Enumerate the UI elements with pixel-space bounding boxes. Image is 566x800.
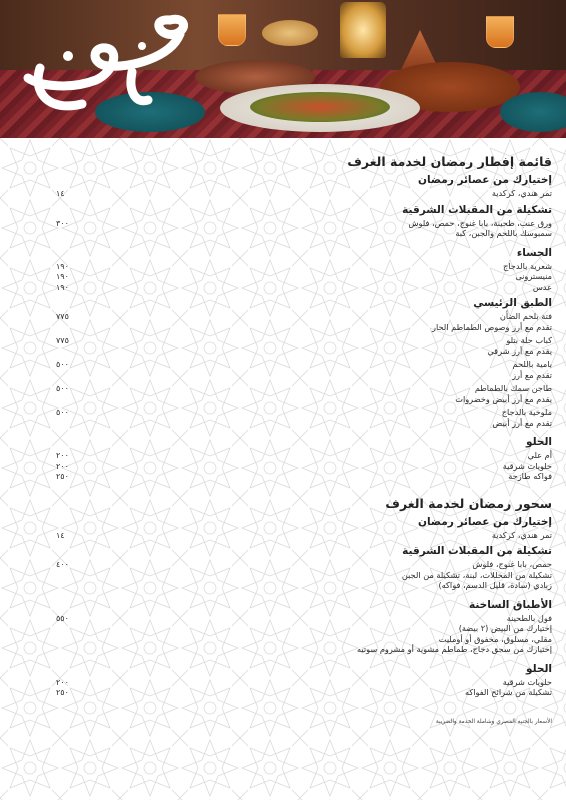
section-heading: إختيارك من عصائر رمضان: [418, 515, 552, 528]
menu-item-name: كباب حلة بتلو: [506, 335, 552, 345]
menu-item-name: بامية باللحم: [512, 359, 552, 369]
item-price: ٥٠٠: [56, 360, 69, 369]
item-price: ٢٠٠: [56, 461, 69, 471]
juice-glass-image: [218, 14, 246, 46]
section-heading: الأطباق الساخنة: [469, 598, 552, 611]
menu-item-description: سمبوسك باللحم والجبن، كبة: [455, 228, 552, 238]
item-price: ٥٠٠: [56, 408, 69, 417]
menu-item-name: حلويات شرقية: [502, 460, 552, 471]
menu-item-name: منيسترونى: [515, 271, 552, 281]
menu-item-name: فول بالطحينة: [506, 612, 552, 623]
menu-item-description: تقدم مع أرز: [512, 369, 552, 380]
item-price: ٤٠٠: [56, 560, 69, 569]
section-heading: الحساء: [516, 246, 552, 259]
plate-image: [220, 84, 420, 132]
item-price: ١٤: [56, 189, 65, 198]
item-price: ٧٧٥: [56, 312, 69, 321]
menu-item-name: تشكيلة من شرائح الفواكه: [464, 687, 552, 697]
section-heading: إختيارك من عصائر رمضان: [418, 174, 552, 186]
menu-item-description: مقلي، مسلوق، مخفوق أو أومليت: [438, 633, 552, 644]
menu-item-name: فتة بلحم الضأن: [499, 311, 552, 321]
menu-item-name: تمر هندي، كركدية: [491, 188, 552, 198]
item-price: ٥٥٠: [56, 613, 69, 623]
section-heading: الحلو: [526, 662, 552, 675]
item-price: ١٩٠: [56, 272, 69, 281]
item-price: ٧٧٥: [56, 336, 69, 345]
item-price: ٥٠٠: [56, 384, 69, 393]
menu-item-name: ملوخية بالدجاج: [501, 407, 552, 417]
item-price: ١٤: [56, 530, 65, 540]
menu-title: سحور رمضان لخدمة الغرف: [385, 495, 552, 511]
item-price: ٢٥٠: [56, 472, 69, 481]
menu-item-description: يقدم مع أرز أبيض وخضروات: [455, 393, 552, 404]
menu-item-name: شعرية بالدجاج: [502, 260, 552, 271]
menu-title: قائمة إفطار رمضان لخدمة الغرف: [347, 154, 552, 169]
section-heading: الطبق الرئيسي: [473, 297, 552, 309]
menu-item-name: ورق عنب، طحينة، بابا غنوج، حمص، فلوش: [408, 217, 552, 228]
item-price: ١٩٠: [56, 261, 69, 271]
price-footnote: الأسعار بالجنيه المصري وشاملة الخدمة والضريبة: [435, 718, 552, 725]
lantern-image: [340, 2, 386, 58]
section-heading: تشكيلة من المقبلات الشرقية: [402, 545, 552, 557]
item-price: ٢٥٠: [56, 688, 69, 697]
menu-item-description: يقدم مع أرز شرقي: [487, 345, 552, 356]
menu-item-name: تمر هندي، كركدية: [491, 529, 552, 540]
menu-item-description: زبادي (سادة، قليل الدسم، فواكه): [438, 580, 552, 590]
ramadan-calligraphy-logo: [10, 8, 200, 118]
menu-item-description: تشكيلة من المخللات، لبنة، تشكيلة من الجبن: [401, 569, 552, 580]
menu-item-description: تقدم مع أرز وصوص الطماطم الحار: [432, 321, 552, 332]
bread-basket-image: [262, 20, 318, 46]
menu-item-description: إختيارك من البيض (٢ بيضة): [458, 623, 552, 633]
juice-glass-image: [486, 16, 514, 48]
menu-item-name: حلويات شرقية: [502, 676, 552, 687]
item-price: ٢٠٠: [56, 677, 69, 687]
menu-item-description: إختيارك من سجق دجاج، طماطم مشوية أو مشروم سوتيه: [356, 644, 552, 654]
item-price: ١٩٠: [56, 282, 69, 292]
menu-item-name: فواكه طازجة: [508, 471, 552, 481]
item-price: ٢٠٠: [56, 451, 69, 460]
menu-item-name: حمص، بابا غنوج، فلوش: [472, 559, 552, 569]
section-heading: تشكيلة من المقبلات الشرقية: [402, 203, 552, 216]
menu-item-description: تقدم مع أرز أبيض: [492, 417, 552, 428]
section-heading: الحلو: [526, 436, 552, 448]
menu-item-name: أم علي: [527, 450, 552, 460]
menu-item-name: طاجن سمك بالطماطم: [474, 383, 552, 393]
item-price: ٣٠٠: [56, 218, 69, 228]
menu-item-name: عدس: [532, 281, 552, 292]
header-photo: [0, 0, 566, 138]
